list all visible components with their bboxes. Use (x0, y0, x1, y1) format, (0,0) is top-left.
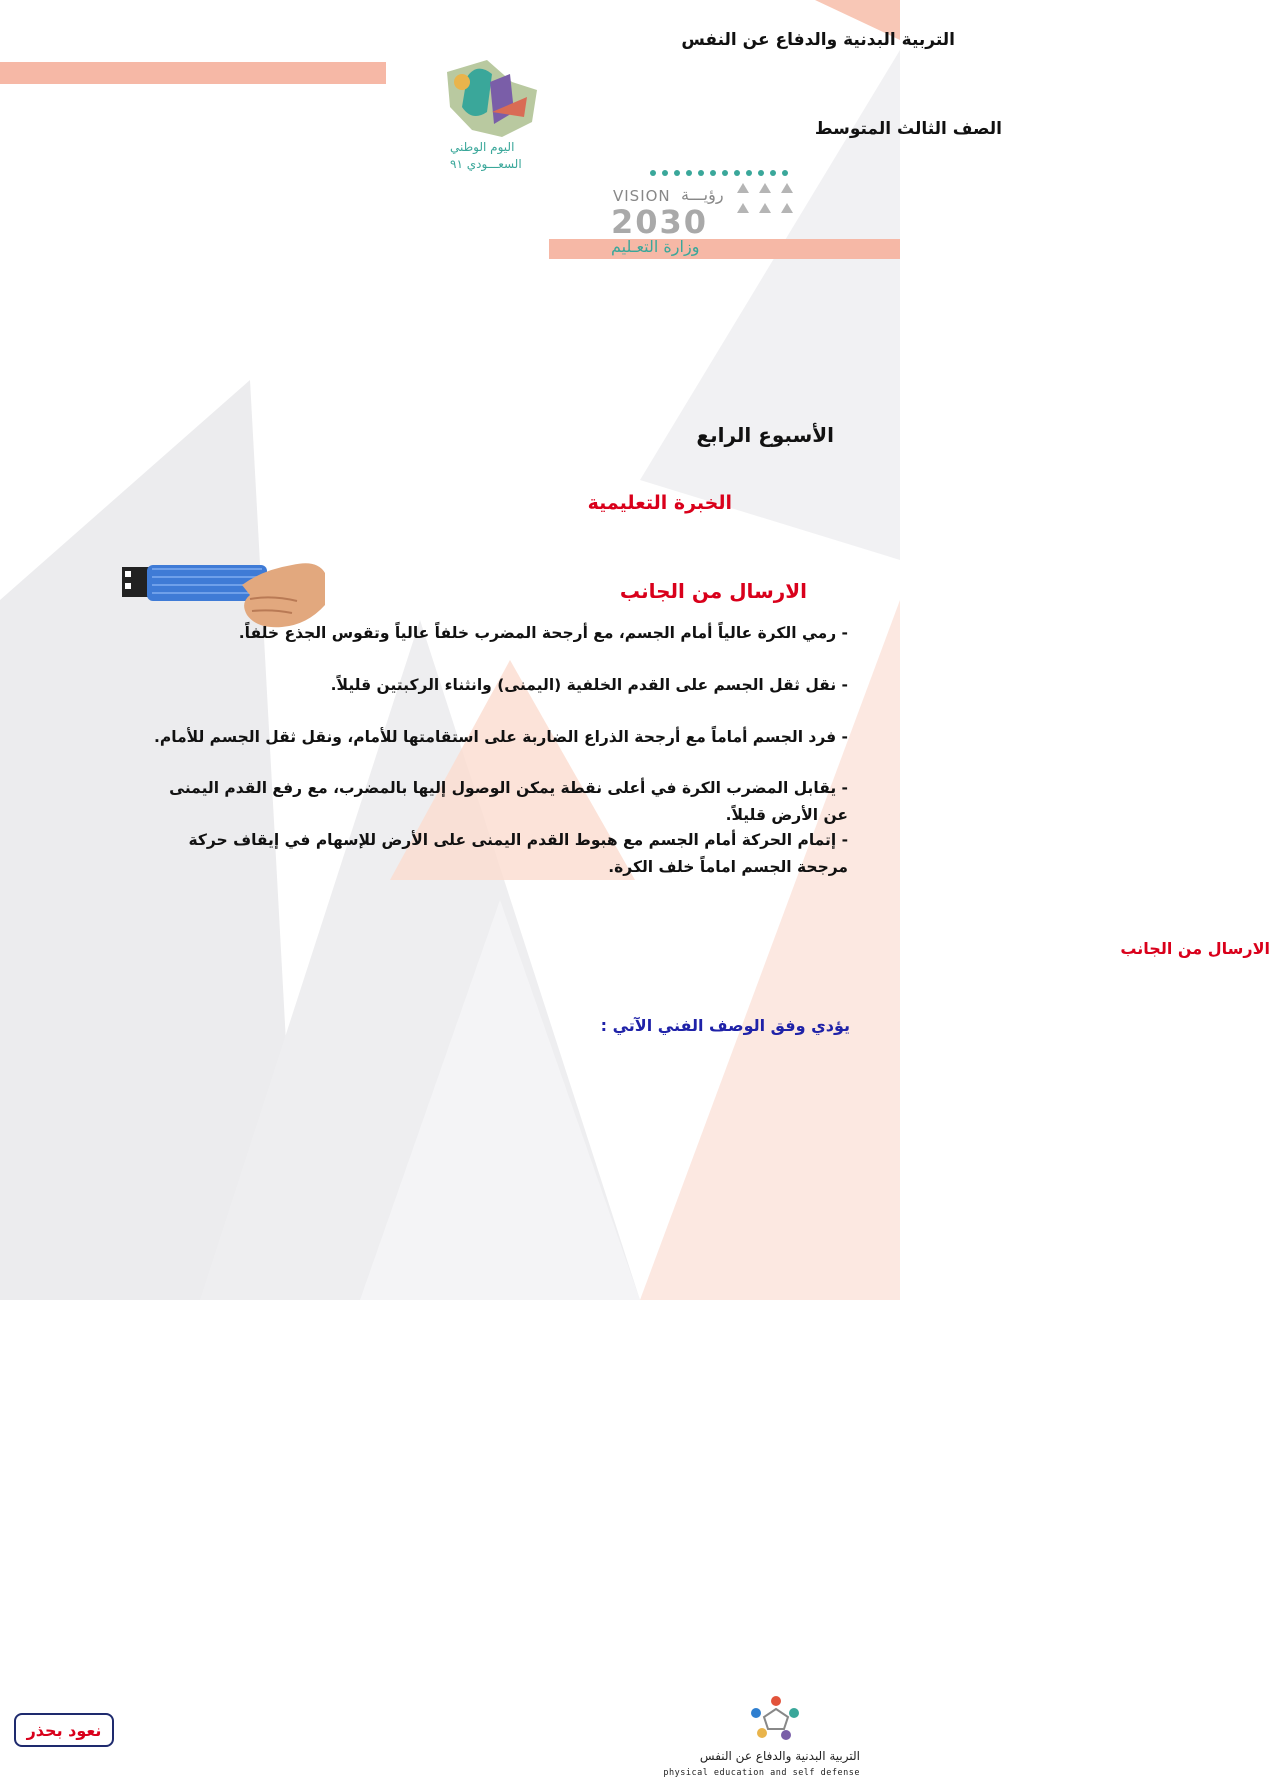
header-bar-left (0, 62, 386, 84)
brand-text: نعود بحذر (26, 1720, 102, 1740)
grade-title: الصف الثالث المتوسط (814, 119, 1002, 139)
vision-year: 2030 (611, 203, 709, 241)
pe-logo-en: physical education and self defense (663, 1768, 860, 1778)
step-4: - يقابل المضرب الكرة في أعلى نقطة يمكن الوصول إليها بالمضرب، مع رفع القدم اليمنى عن الأرض قليلاً. (169, 779, 848, 824)
intro-text: يؤدي وفق الوصف الفني الآتي : (600, 1016, 850, 1035)
lesson-title: الارسال من الجانب (619, 579, 807, 603)
vision-triangles-icon (733, 173, 793, 233)
pe-logo-ar: التربية البدنية والدفاع عن النفس (699, 1749, 860, 1763)
vision-2030-logo (605, 165, 805, 265)
subject-title: التربية البدنية والدفاع عن النفس (681, 30, 955, 50)
week-title: الأسبوع الرابع (696, 423, 834, 447)
national-day-icon (432, 52, 552, 142)
pe-logo (663, 1691, 866, 1786)
pe-logo-icon (746, 1691, 806, 1746)
section-title: الارسال من الجانب (1120, 939, 1270, 958)
national-day-line1: اليوم الوطني (450, 140, 515, 154)
vision-ar: رؤيـــة (681, 185, 724, 204)
brand-badge (14, 1713, 114, 1747)
step-3: - فرد الجسم أماماً مع أرجحة الذراع الضاربة على استقامتها للأمام، ونقل ثقل الجسم للأمام. (154, 728, 848, 746)
step-1: - رمي الكرة عالياً أمام الجسم، مع أرجحة المضرب خلفاً عالياً وتقوس الجذع خلفاً. (238, 624, 848, 642)
national-day-line2: السعـــودي ٩١ (450, 157, 522, 171)
step-5: - إتمام الحركة أمام الجسم مع هبوط القدم اليمنى على الأرض للإسهام في إيقاف حركة مرجحة الجسم اماماً خلف الكرة. (188, 831, 848, 876)
ministry-name: وزارة التعـليم (611, 237, 700, 256)
step-2: - نقل ثقل الجسم على القدم الخلفية (اليمنى) وانثناء الركبتين قليلاً. (330, 676, 848, 694)
national-day-logo (432, 52, 552, 177)
experience-title: الخبرة التعليمية (587, 492, 732, 514)
vision-word: VISION (613, 187, 671, 205)
